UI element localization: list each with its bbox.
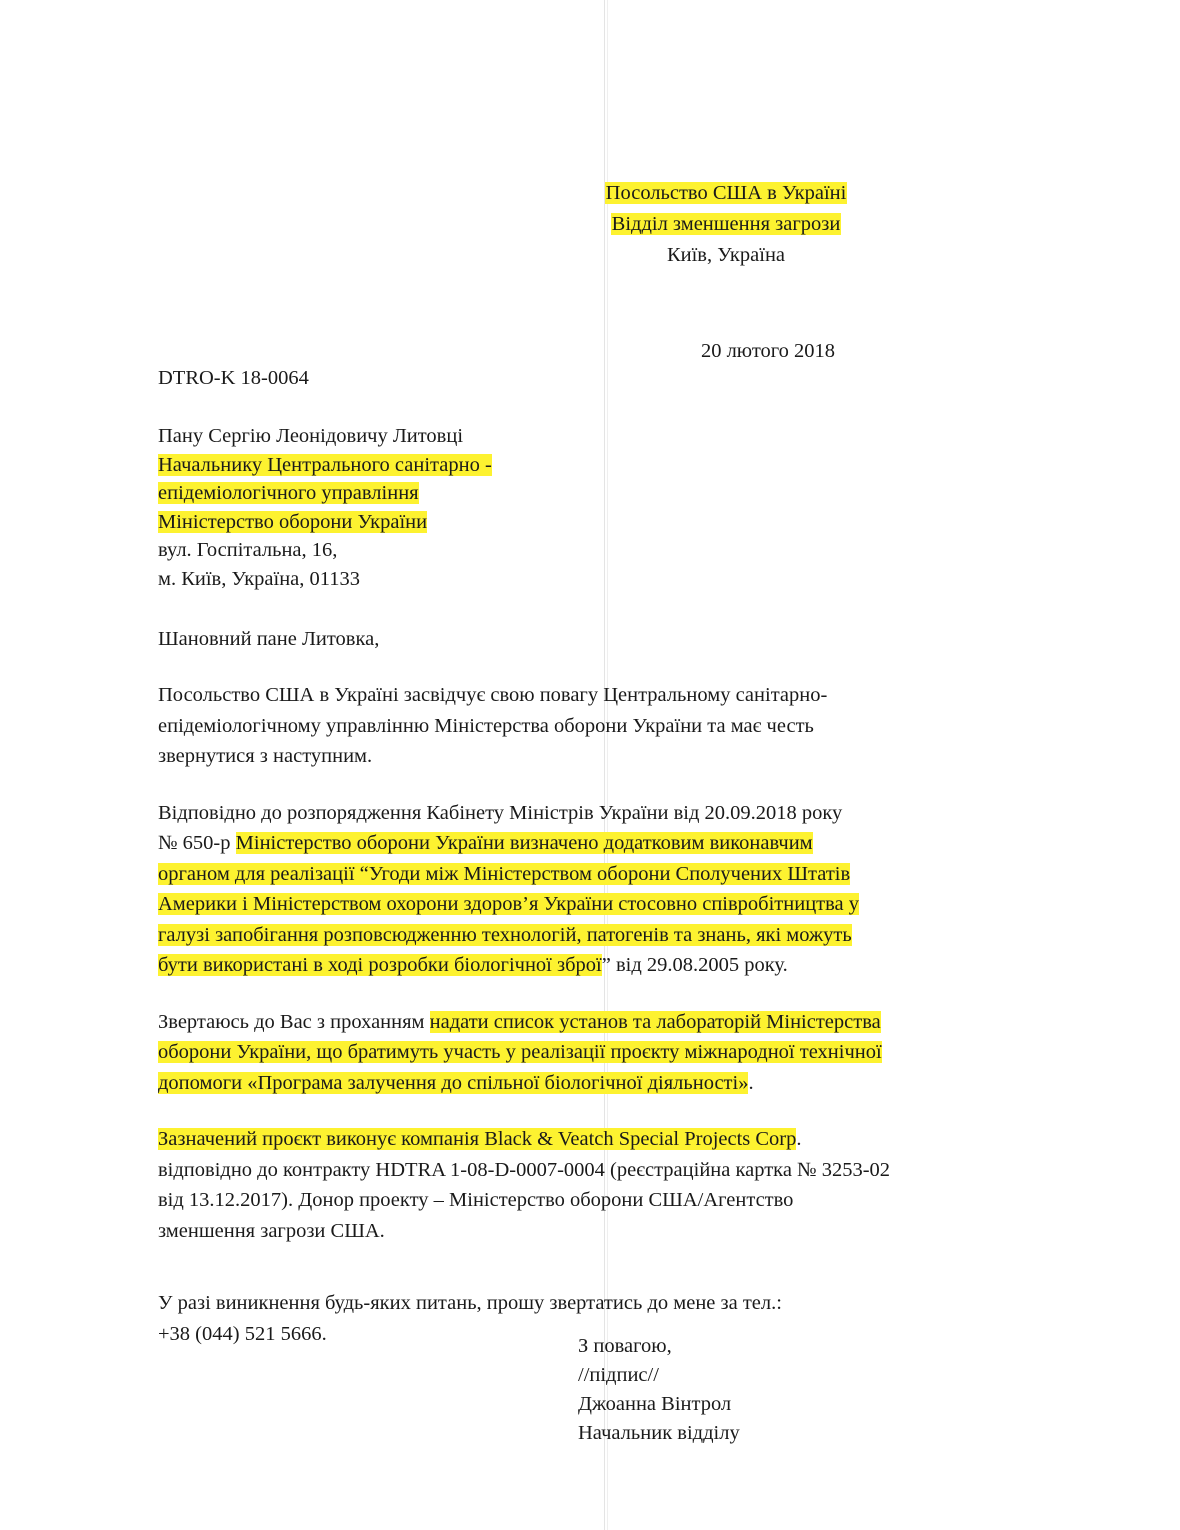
- signer-name: Джоанна Вінтрол: [578, 1393, 732, 1415]
- paragraph-decree-line-1: Відповідно до розпорядження Кабінету Міністрів України від 20.09.2018 року: [158, 801, 843, 824]
- paragraph-request-line-1-highlight: надати список установ та лабораторій Міністерства: [429, 1010, 881, 1033]
- letter-body: [158, 680, 978, 1375]
- letterhead-line-1-text: Посольство США в Україні: [605, 182, 847, 204]
- paragraph-decree-line-3-text: органом для реалізації “Угоди між Міністерством оборони Сполучених Штатів: [158, 862, 851, 885]
- addressee-line-6: м. Київ, Україна, 01133: [158, 567, 361, 590]
- salutation: Шановний пане Литовка,: [158, 628, 380, 650]
- closing-line-1: З повагою,: [578, 1335, 672, 1357]
- paragraph-respect: [158, 680, 978, 772]
- paragraph-request-line-1-plain: Звертаюсь до Вас з проханням: [158, 1010, 430, 1033]
- paragraph-contact: [158, 1288, 978, 1349]
- addressee-line-2: [158, 451, 492, 480]
- paragraph-contractor-line-1-highlight: Зазначений проєкт виконує компанія Black & Veatch Special Projects Corp: [158, 1128, 797, 1150]
- paragraph-decree-line-2-highlight: Міністерство оборони України визначено додатковим виконавчим: [235, 832, 813, 854]
- letterhead-line-2-text: Відділ зменшення загрози: [611, 213, 841, 235]
- paragraph-decree: [158, 798, 978, 981]
- letterhead-line-3-text: Київ, Україна: [666, 244, 786, 266]
- paragraph-contractor-line-2: відповідно до контракту HDTRA 1-08-D-0007-0004 (реєстраційна картка № 3253-02: [158, 1158, 891, 1181]
- paragraph-request-line-3-plain: .: [748, 1071, 754, 1094]
- letter-date: [0, 340, 1180, 363]
- paragraph-contractor-line-4: зменшення загрози США.: [158, 1219, 385, 1242]
- letterhead-line-3: [605, 240, 848, 271]
- paragraph-respect-line-1: Посольство США в Україні засвідчує свою повагу Центральному санітарно-: [158, 684, 828, 706]
- paragraph-decree-line-6-highlight: бути використані в ході розробки біологічної зброї: [158, 954, 602, 976]
- paragraph-contact-phone: +38 (044) 521 5666.: [158, 1322, 327, 1345]
- addressee-line-4: [158, 508, 492, 537]
- paragraph-request-line-3-highlight: допомоги «Програма залучення до спільної біологічної діяльності»: [158, 1071, 749, 1094]
- paragraph-decree-line-5-text: галузі запобігання розповсюдженню технологій, патогенів та знань, які можуть: [158, 923, 852, 946]
- signature-placeholder: //підпис//: [578, 1364, 659, 1386]
- paragraph-request-line-1: [158, 1007, 978, 1038]
- paragraph-decree-line-6-plain: ” від 29.08.2005 року.: [601, 954, 788, 976]
- paragraph-contractor-line-3: від 13.12.2017). Донор проекту – Міністерство оборони США/Агентство: [158, 1189, 794, 1211]
- paragraph-respect-line-3: звернутися з наступним.: [158, 745, 373, 767]
- addressee-line-2-text: Начальнику Центрального санітарно -: [158, 453, 492, 476]
- addressee-line-1: Пану Сергію Леонідовичу Литовці: [158, 425, 464, 447]
- letterhead-line-2: [605, 209, 848, 240]
- paragraph-respect-line-2: епідеміологічному управлінню Міністерства оборони України та має честь: [158, 714, 814, 737]
- paragraph-contractor-line-1-plain: .: [796, 1128, 802, 1150]
- letterhead: [0, 178, 1180, 271]
- addressee-block: [158, 422, 492, 593]
- paragraph-request-line-3: [158, 1068, 978, 1099]
- addressee-line-4-text: Міністерство оборони України: [158, 510, 428, 533]
- paragraph-request-line-2-text: оборони України, що братимуть участь у реалізації проєкту міжнародної технічної: [158, 1041, 882, 1063]
- letter-date-text: 20 лютого 2018: [700, 340, 836, 362]
- addressee-line-5: вул. Госпітальна, 16,: [158, 539, 338, 561]
- paragraph-contact-line-1: У разі виникнення будь-яких питань, прошу звертатись до мене за тел.:: [158, 1292, 782, 1314]
- paragraph-contractor-line-1: [158, 1124, 978, 1155]
- paragraph-contractor: [158, 1124, 978, 1246]
- paragraph-decree-line-3: [158, 859, 978, 890]
- paragraph-request-line-2: [158, 1037, 978, 1068]
- paragraph-decree-line-4: [158, 889, 978, 920]
- paragraph-decree-line-5: [158, 920, 978, 951]
- paragraph-request: [158, 1007, 978, 1099]
- addressee-line-3-text: епідеміологічного управління: [158, 482, 419, 504]
- closing-block: [578, 1332, 740, 1448]
- paragraph-decree-line-2-plain: № 650-р: [158, 832, 236, 854]
- paragraph-decree-line-6: [158, 950, 978, 981]
- paragraph-decree-line-4-text: Америки і Міністерством охорони здоров’я України стосовно співробітництва у: [158, 893, 860, 915]
- reference-number: DTRO-K 18-0064: [158, 367, 309, 389]
- letterhead-line-1: [605, 178, 848, 209]
- paragraph-decree-line-2: [158, 828, 978, 859]
- addressee-line-3: [158, 479, 492, 508]
- signer-title: Начальник відділу: [578, 1422, 740, 1444]
